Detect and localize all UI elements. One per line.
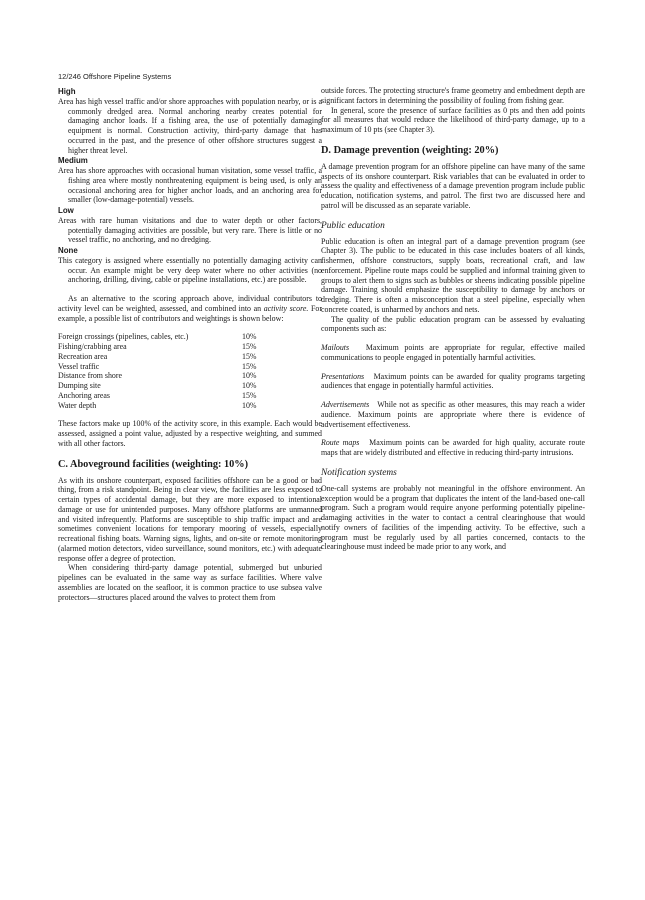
factor-name: Vessel traffic [58, 361, 100, 371]
section-d-paragraph: A damage prevention program for an offshore pipeline can have many of the same aspects of its onshore counterpart. Risk variables that can be evaluated in order to assess the quality and effectiveness of a damage prevention program include public education, notification systems, and patrol. The first two are discussed here and patrol will be discussed as an separate variable. [321, 161, 585, 210]
public-education-paragraph-2: The quality of the public education program can be assessed by evaluating components such as: [321, 314, 585, 334]
factor-weight: 10% [242, 332, 257, 342]
factor-weight: 10% [242, 381, 257, 390]
section-d-heading: D. Damage prevention (weighting: 20%) [321, 144, 499, 156]
level-heading-none: None [58, 246, 78, 255]
left-column [58, 86, 322, 602]
factor-row [58, 401, 322, 411]
factor-row [58, 342, 322, 352]
section-c-paragraph-1: As with its onshore counterpart, exposed facilities offshore can be a good or bad thing, from a risk standpoint. Being in clear view, the facilities are less exposed to certain types of accidental damage, but they are more exposed to intentional damage or use for unintended purposes. Many offshore platforms are unmanned and visited infrequently. Platforms are susceptible to ship traffic impact and are sometimes convenient locations for temporary mooring of vessels, especially recreational fishing boats. Warning signs, lights, and on-site or remote monitoring (alarmed motion detectors, video surveillance, sound monitors, etc.) with adequate response offer a degree of protection. [58, 475, 322, 563]
factor-row [58, 371, 322, 381]
notification-systems-heading: Notification systems [321, 467, 397, 478]
factor-weight: 15% [242, 390, 257, 400]
factor-row [58, 391, 322, 401]
advertisements-term: Advertisements [321, 400, 370, 409]
factor-name: Recreation area [58, 351, 108, 361]
level-heading-low: Low [58, 206, 74, 215]
factor-weight: 10% [242, 371, 257, 381]
level-text-low: Areas with rare human visitations and due to water depth or other factors, potentially damaging activities are possible, but very rare. There is little or no vessel traffic, no anchoring, and no dredging. [58, 215, 322, 245]
public-education-heading: Public education [321, 220, 385, 231]
alternative-scoring-paragraph: As an alternative to the scoring approach above, individual contributors to activity level can be weighted, assessed, and combined into an activity score. For example, a possible list of contributors and weightings is shown below: [58, 294, 322, 323]
scoring-paragraph: In general, score the presence of surface facilities as 0 pts and then add points for all measures that would reduce the likelihood of third-party damage, up to a maximum of 10 pts (see Chapter 3). [321, 105, 585, 134]
level-text-medium: Area has shore approaches with occasional human visitation, some vessel traffic, a fishing area where mostly nonthreatening equipment is being used, is only an occasional anchoring area for higher anchor loads, and an anchoring area for smaller (low-damage-potential) vessels. [58, 166, 322, 205]
factor-weight: 15% [242, 351, 257, 361]
activity-factors-table [58, 332, 322, 410]
advertisements-paragraph: Advertisements While not as specific as other measures, this may reach a wider audience. Maximum points are appropriate where there is evidence of advertisement effectiveness. [321, 400, 585, 429]
right-column [321, 86, 585, 552]
factor-name: Foreign crossings (pipelines, cables, etc.) [58, 332, 189, 342]
factor-row [58, 332, 322, 342]
route-maps-paragraph: Route maps Maximum points can be awarded for high quality, accurate route maps that are widely distributed and effective in reducing third-party intrusions. [321, 438, 586, 457]
factor-name: Distance from shore [58, 371, 122, 381]
running-head: 12/246 Offshore Pipeline Systems [58, 72, 172, 81]
factor-name: Water depth [58, 400, 97, 410]
notification-paragraph: One-call systems are probably not meaningful in the offshore environment. An exception would be a program that duplicates the intent of the land-based one-call program. Such a program would require anyone performing potentially pipeline-damaging activities in the water to contact a central clearinghouse that would notify owners of facilities of the impending activity. To be effective, such a program must be regularly used by all parties concerned, contacts to the clearinghouse must indeed be made prior to any work, and [321, 483, 585, 552]
activity-score-term: activity score. [263, 303, 309, 313]
factor-row [58, 362, 322, 372]
factor-weight: 15% [242, 361, 257, 371]
presentations-term: Presentations [321, 371, 365, 381]
mailouts-paragraph: Mailouts Maximum points are appropriate for regular, effective mailed communications to people engaged in potentially harmful activities. [321, 343, 585, 362]
level-text-none: This category is assigned where essentially no potentially damaging activity can occur. An example might be very deep water where no other activities (no anchoring, drilling, diving, cable or pipeline installations, etc.) are possible. [58, 255, 322, 285]
mailouts-term: Mailouts [321, 343, 350, 352]
factor-name: Dumping site [58, 381, 101, 390]
factors-summary-paragraph: These factors make up 100% of the activity score, in this example. Each would be assessed, assigned a point value, adjusted by a respective weighting, and summed with all other factors. [58, 419, 322, 448]
continued-paragraph: outside forces. The protecting structure's frame geometry and embedment depth are significant factors in determining the possibility of fouling from fishing gear. [321, 86, 585, 105]
factor-row [58, 352, 322, 362]
public-education-paragraph-1: Public education is often an integral part of a damage prevention program (see Chapter 3). The public to be educated in this case includes boaters of all kinds, fishermen, offshore constructors, supply boats, recreational craft, and law enforcement. Pipeline route maps could be supplied and informal training given to groups to alert them to signs such as bubbles or sheens indicating possible pipeline damage. Training should emphasize the susceptibility to damage by anchors or dredging. There is often a misconception that a steel pipeline, especially when concrete coated, is unharmed by anchors and nets. [321, 236, 585, 314]
factor-row [58, 381, 322, 391]
factor-weight: 15% [242, 342, 257, 351]
section-c-paragraph-2: When considering third-party damage potential, submerged but unburied pipelines can be evaluated in the same way as surface facilities. Where valve assemblies are located on the seafloor, it is common practice to use subsea valve protectors—structures placed around the valves to protect them from [58, 563, 322, 602]
factor-name: Anchoring areas [58, 390, 110, 400]
factor-weight: 10% [242, 400, 257, 410]
factor-name: Fishing/crabbing area [58, 342, 127, 351]
section-c-heading: C. Aboveground facilities (weighting: 10%) [58, 458, 249, 470]
route-maps-term: Route maps [321, 438, 360, 448]
presentations-paragraph: Presentations Maximum points can be awarded for quality programs targeting audiences that engage in potentially harmful activities. [321, 371, 586, 391]
level-text-high: Area has high vessel traffic and/or shore approaches with population nearby, or is a commonly dredged area. Normal anchoring nearby creates potential for damaging anchor loads. If a fishing area, the use of potentially damaging equipment is normal. Construction activity, third-party damage that has occurred in the past, and the presence of other offshore structures suggest a higher threat level. [58, 96, 322, 155]
level-heading-high: High [58, 87, 76, 96]
level-heading-medium: Medium [58, 156, 88, 166]
